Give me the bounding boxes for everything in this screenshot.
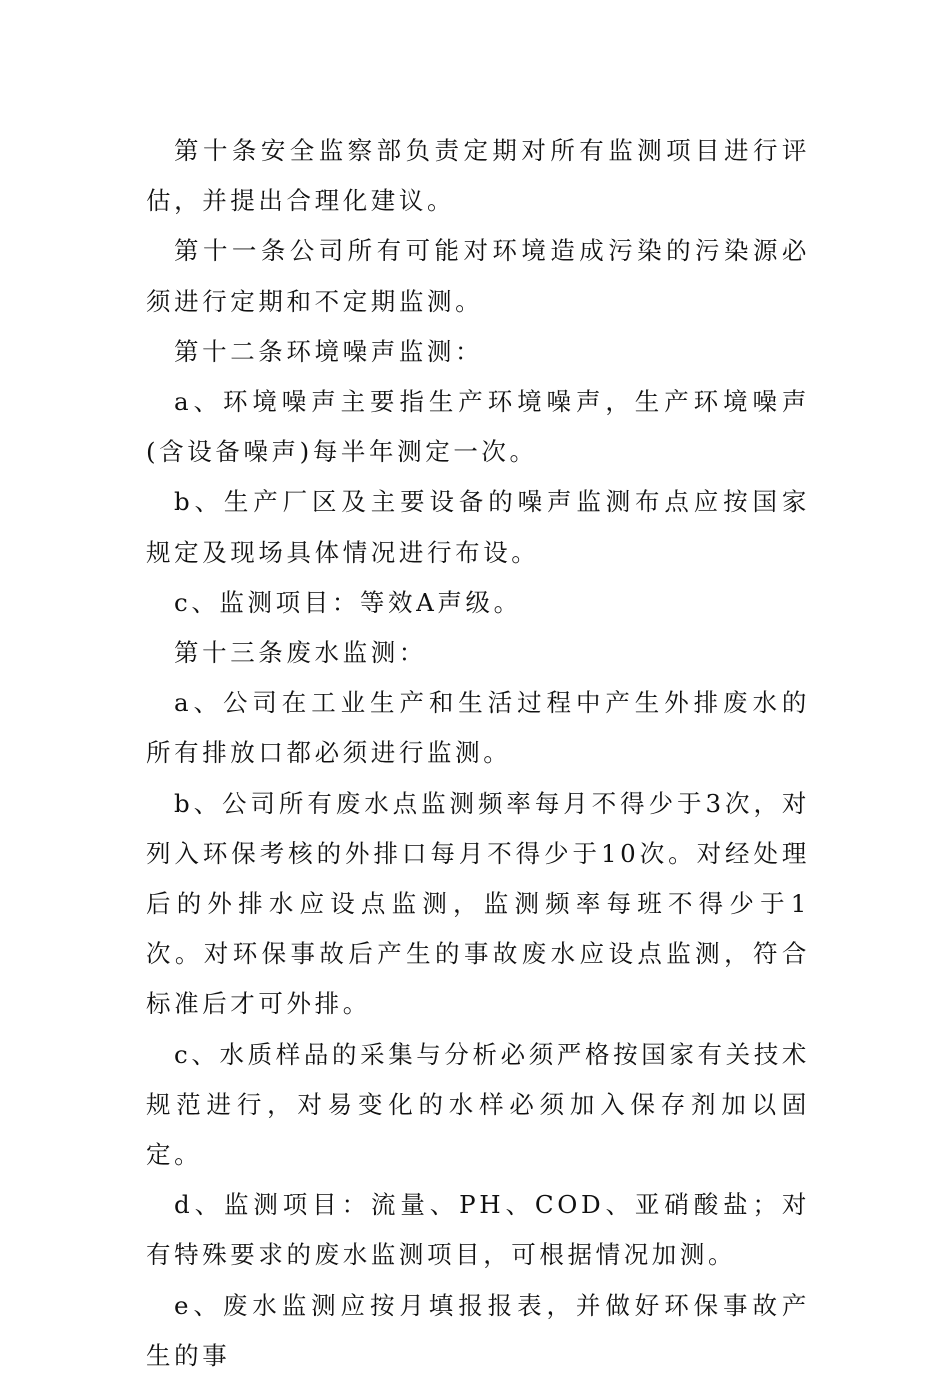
paragraph-article-13-c: c、水质样品的采集与分析必须严格按国家有关技术规范进行，对易变化的水样必须加入保存剂加以固定。: [146, 1039, 810, 1170]
paragraph-article-12-heading: 第十二条环境噪声监测：: [174, 336, 484, 366]
paragraph-article-11: 第十一条公司所有可能对环境造成污染的污染源必须进行定期和不定期监测。: [146, 236, 810, 316]
document-body: [146, 126, 810, 1381]
paragraph-article-13-a: a、公司在工业生产和生活过程中产生外排废水的所有排放口都必须进行监测。: [146, 688, 810, 768]
paragraph-article-13-e: e、废水监测应按月填报报表，并做好环保事故产生的事: [146, 1290, 810, 1370]
paragraph-article-12-a: a、环境噪声主要指生产环境噪声，生产环境噪声(含设备噪声)每半年测定一次。: [146, 387, 810, 467]
paragraph-article-13-d: d、监测项目：流量、PH、COD、亚硝酸盐；对有特殊要求的废水监测项目，可根据情况加测。: [146, 1190, 810, 1270]
paragraph-article-12-b: b、生产厂区及主要设备的噪声监测布点应按国家规定及现场具体情况进行布设。: [146, 487, 810, 567]
paragraph-article-12-c: c、监测项目：等效A声级。: [174, 587, 522, 617]
paragraph-article-13-heading: 第十三条废水监测：: [174, 638, 427, 668]
paragraph-article-10: 第十条安全监察部负责定期对所有监测项目进行评估，并提出合理化建议。: [146, 136, 810, 216]
paragraph-article-13-b: b、公司所有废水点监测频率每月不得少于3次，对列入环保考核的外排口每月不得少于10次。对经处理后的外排水应设点监测，监测频率每班不得少于1次。对环保事故后产生的事故废水应设点监测，符合标准后才可外排。: [146, 788, 810, 1019]
